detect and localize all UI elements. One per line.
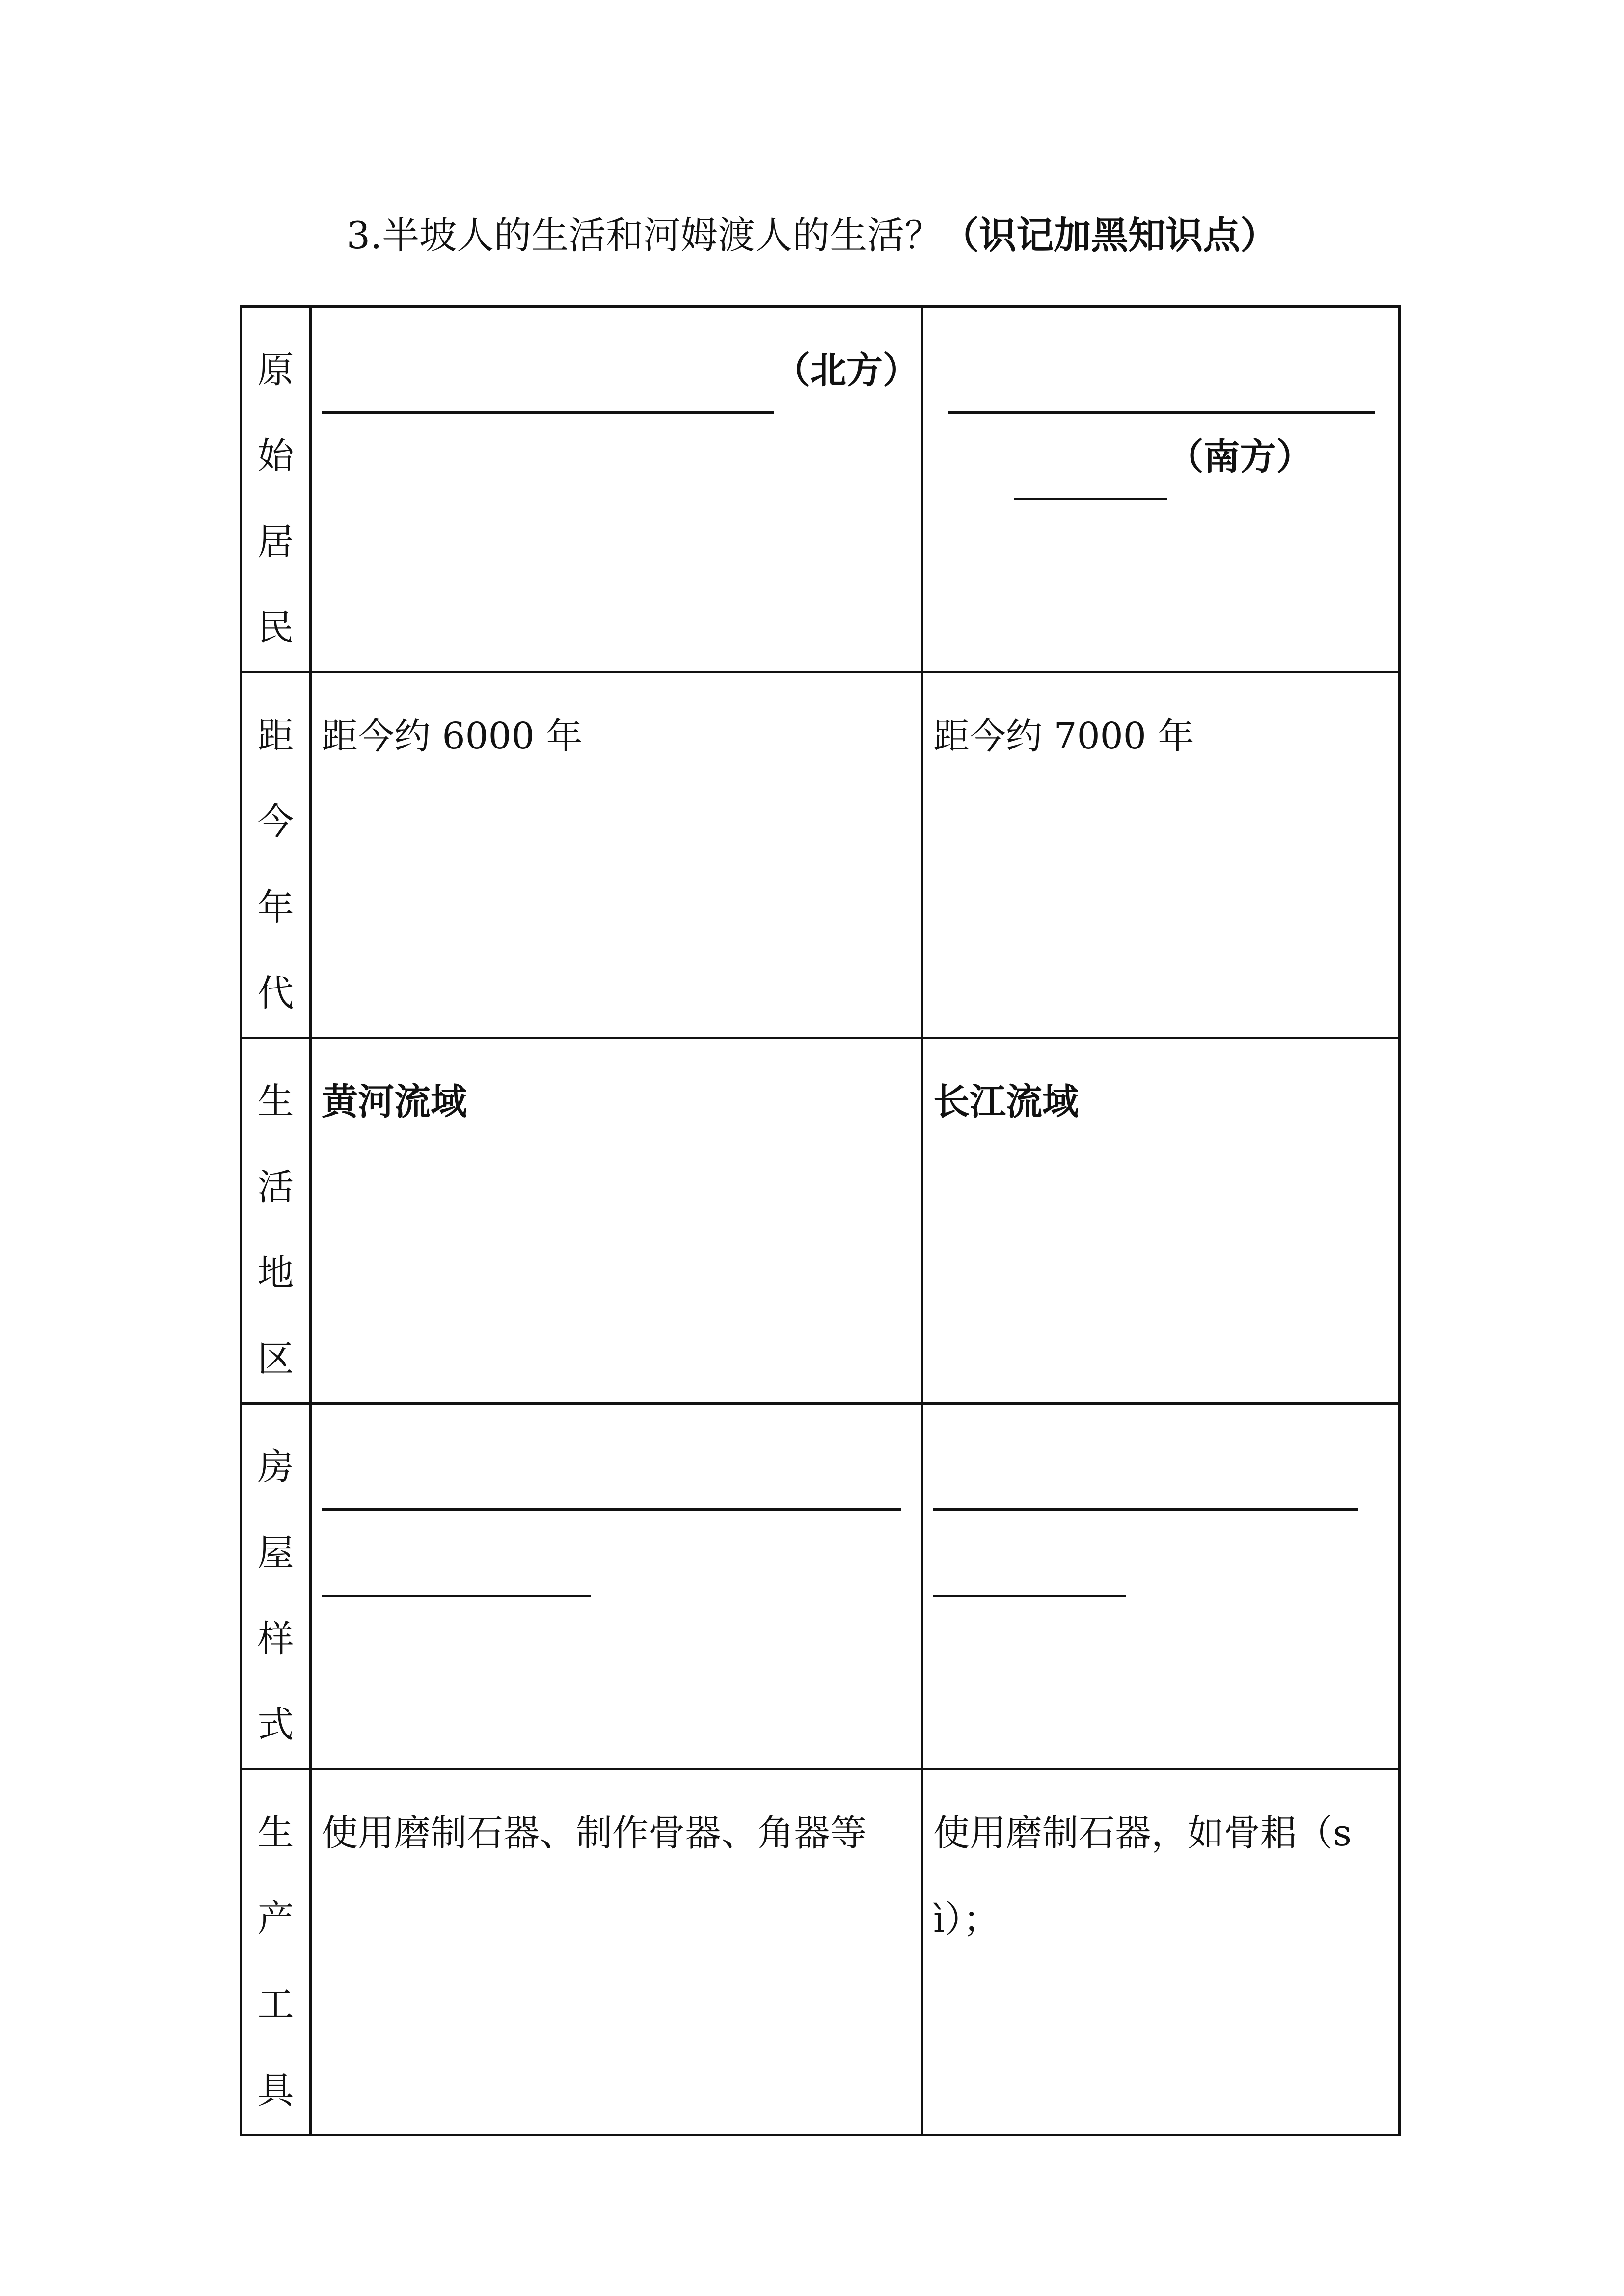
cell-north-housing bbox=[311, 1404, 922, 1769]
title-bold-hint: （识记加黑知识点） bbox=[942, 214, 1278, 257]
cell-north-region bbox=[311, 1038, 922, 1404]
label-char: 房 bbox=[257, 1446, 294, 1488]
label-char: 活 bbox=[257, 1166, 294, 1208]
label-char: 民 bbox=[257, 607, 294, 649]
label-char: 屋 bbox=[257, 1532, 294, 1574]
label-char: 原 bbox=[257, 349, 294, 391]
cell-north-era bbox=[311, 672, 922, 1038]
north-region-text: 黄河流域 bbox=[322, 1081, 467, 1123]
page-title bbox=[0, 211, 1624, 260]
south-tools-text-line2: ì）； bbox=[933, 1898, 1000, 1941]
row-label-housing bbox=[241, 1404, 311, 1769]
label-char: 距 bbox=[257, 715, 294, 757]
label-char: 年 bbox=[257, 886, 294, 929]
label-char: 产 bbox=[257, 1897, 294, 1940]
label-char: 居 bbox=[257, 521, 294, 563]
row-residents bbox=[241, 307, 1400, 672]
comparison-table bbox=[240, 305, 1401, 2136]
label-char: 代 bbox=[257, 972, 294, 1015]
south-region-text: 长江流域 bbox=[933, 1081, 1079, 1123]
label-char: 式 bbox=[257, 1704, 294, 1746]
label-char: 具 bbox=[257, 2069, 294, 2111]
cell-south-residents bbox=[922, 307, 1400, 672]
row-housing bbox=[241, 1404, 1400, 1769]
south-era-text: 距今约 7000 年 bbox=[933, 715, 1194, 757]
row-label-tools bbox=[241, 1769, 311, 2135]
north-suffix: （北方） bbox=[773, 349, 919, 392]
label-char: 区 bbox=[257, 1338, 294, 1380]
label-char: 生 bbox=[257, 1812, 294, 1854]
fill-blank-north-housing-1[interactable] bbox=[322, 1478, 901, 1511]
south-suffix: （南方） bbox=[1167, 436, 1313, 478]
fill-blank-south-housing-1[interactable] bbox=[933, 1478, 1358, 1511]
cell-north-residents bbox=[311, 307, 922, 672]
fill-blank-south-housing-2[interactable] bbox=[933, 1564, 1126, 1597]
label-char: 工 bbox=[257, 1983, 294, 2026]
label-char: 地 bbox=[257, 1252, 294, 1294]
label-char: 始 bbox=[257, 435, 294, 477]
fill-blank-north-residents[interactable] bbox=[322, 381, 774, 414]
fill-blank-north-housing-2[interactable] bbox=[322, 1564, 591, 1597]
north-era-text: 距今约 6000 年 bbox=[322, 715, 583, 757]
row-label-era bbox=[241, 672, 311, 1038]
row-label-region bbox=[241, 1038, 311, 1404]
cell-south-housing bbox=[922, 1404, 1400, 1769]
south-tools-text-line1: 使用磨制石器，如骨耜（s bbox=[933, 1812, 1352, 1854]
row-tools bbox=[241, 1769, 1400, 2135]
fill-blank-south-residents-2[interactable] bbox=[1014, 467, 1167, 500]
cell-south-era bbox=[922, 672, 1400, 1038]
label-char: 今 bbox=[257, 801, 294, 843]
north-tools-text: 使用磨制石器、制作骨器、角器等 bbox=[322, 1812, 866, 1854]
fill-blank-south-residents-1[interactable] bbox=[948, 381, 1375, 414]
label-char: 生 bbox=[257, 1080, 294, 1122]
cell-north-tools bbox=[311, 1769, 922, 2135]
title-normal: 3.半坡人的生活和河姆渡人的生活？ bbox=[346, 214, 942, 257]
row-era bbox=[241, 672, 1400, 1038]
cell-south-region bbox=[922, 1038, 1400, 1404]
row-label-residents bbox=[241, 307, 311, 672]
row-region bbox=[241, 1038, 1400, 1404]
cell-south-tools bbox=[922, 1769, 1400, 2135]
label-char: 样 bbox=[257, 1618, 294, 1660]
